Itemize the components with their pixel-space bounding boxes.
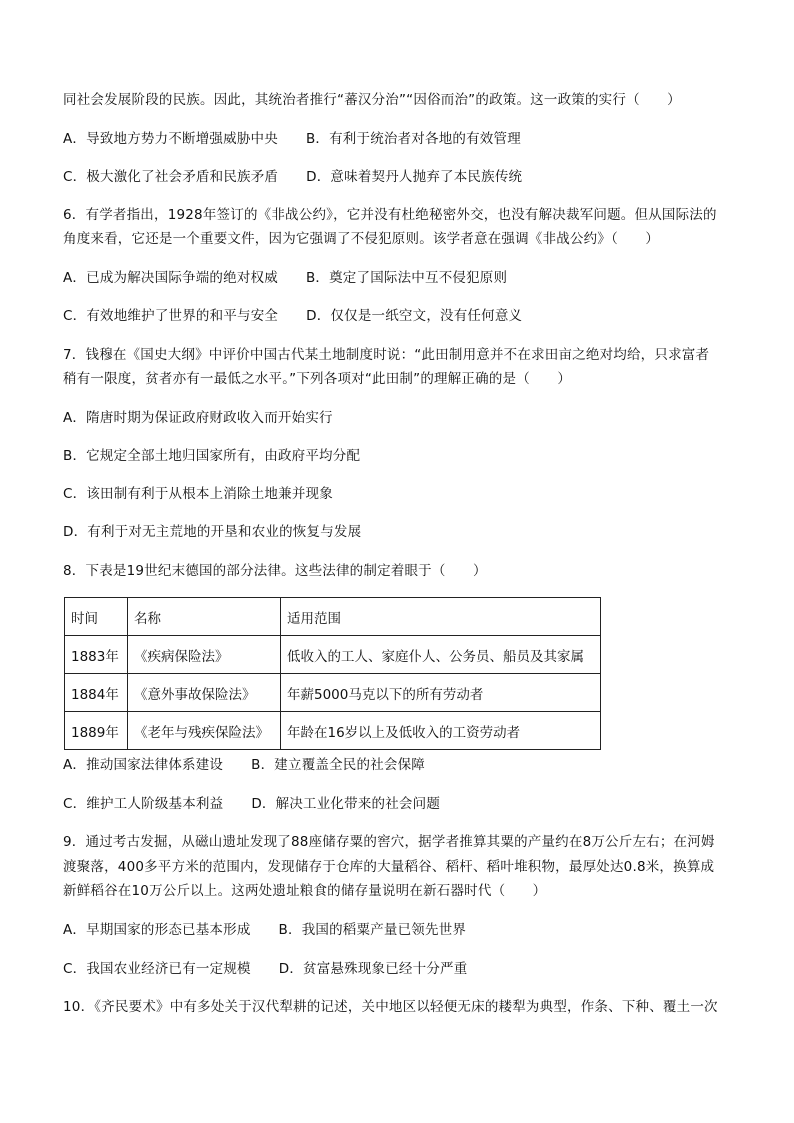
q9-stem-line3: 新鲜稻谷在10万公斤以上。这两处遗址粮食的储存量说明在新石器时代（ ） [63,883,547,899]
q8-option-d[interactable]: D．解决工业化带来的社会问题 [251,796,441,812]
q9-option-b[interactable]: B．我国的稻粟产量已领先世界 [278,922,467,938]
q7-option-a[interactable]: A．隋唐时期为保证政府财政收入而开始实行 [63,410,333,426]
q9-stem-line2: 渡聚落，400多平方米的范围内，发现储存于仓库的大量稻谷、稻杆、稻叶堆积物，最厚处达0.8米，换算成 [63,859,715,875]
table-cell-time: 1889年 [65,712,128,750]
q9-stem-line1: 9．通过考古发掘，从磁山遗址发现了88座储存粟的窖穴，据学者推算其粟的产量约在8万公斤左右；在河姆 [63,834,715,850]
q9-option-c[interactable]: C．我国农业经济已有一定规模 [63,961,251,977]
q8-option-a[interactable]: A．推动国家法律体系建设 [63,757,224,773]
table-cell-time: 1884年 [65,674,128,712]
q6-option-c[interactable]: C．有效地维护了世界的和平与安全 [63,308,279,324]
q5-stem: 同社会发展阶段的民族。因此，其统治者推行“蕃汉分治”“因俗而治”的政策。这一政策的实行（ ） [63,92,681,108]
q9-option-d[interactable]: D．贫富悬殊现象已经十分严重 [278,961,468,977]
table-header-name: 名称 [128,598,281,636]
table-cell-scope: 年薪5000马克以下的所有劳动者 [281,674,601,712]
q9-options-row2 [63,959,467,979]
q7-stem-line2: 稍有一限度，贫者亦有一最低之水平。”下列各项对“此田制”的理解正确的是（ ） [63,371,572,387]
q9-options-row1 [63,920,466,940]
table-row [65,712,601,750]
table-cell-time: 1883年 [65,636,128,674]
q6-option-d[interactable]: D．仅仅是一纸空文，没有任何意义 [306,308,523,324]
q7-option-d[interactable]: D．有利于对无主荒地的开垦和农业的恢复与发展 [63,524,362,540]
q6-stem-line2: 角度来看，它还是一个重要文件，因为它强调了不侵犯原则。该学者意在强调《非战公约》（ ） [63,231,660,247]
q5-option-a[interactable]: A．导致地方势力不断增强威胁中央 [63,131,278,147]
q6-options-row1 [63,268,507,288]
q8-option-b[interactable]: B．建立覆盖全民的社会保障 [251,757,426,773]
table-header-scope: 适用范围 [281,598,601,636]
table-cell-scope: 低收入的工人、家庭仆人、公务员、船员及其家属 [281,636,601,674]
q7-option-b[interactable]: B．它规定全部土地归国家所有，由政府平均分配 [63,448,361,464]
q5-option-d[interactable]: D．意味着契丹人抛弃了本民族传统 [306,169,523,185]
q8-options-row2 [63,794,440,814]
q9-option-a[interactable]: A．早期国家的形态已基本形成 [63,922,251,938]
q5-options-row2 [63,167,522,187]
table-cell-name: 《老年与残疾保险法》 [128,712,281,750]
law-table [64,597,601,750]
table-header-row [65,598,601,636]
table-cell-name: 《疾病保险法》 [128,636,281,674]
table-cell-scope: 年龄在16岁以上及低收入的工资劳动者 [281,712,601,750]
table-cell-name: 《意外事故保险法》 [128,674,281,712]
q8-stem: 8．下表是19世纪末德国的部分法律。这些法律的制定着眼于（ ） [63,563,487,579]
q5-option-c[interactable]: C．极大激化了社会矛盾和民族矛盾 [63,169,279,185]
q7-stem-line1: 7．钱穆在《国史大纲》中评价中国古代某土地制度时说：“此田制用意并不在求田亩之绝对均给，只求富者 [63,347,710,363]
table-row [65,636,601,674]
q10-stem-line1: 10．《齐民要术》中有多处关于汉代犁耕的记述，关中地区以轻便无床的耧犁为典型，作条、下种、覆土一次 [63,999,718,1015]
q6-stem-line1: 6．有学者指出，1928年签订的《非战公约》，它并没有杜绝秘密外交，也没有解决裁军问题。但从国际法的 [63,207,717,223]
q5-options-row1 [63,129,521,149]
q8-options-row1 [63,755,425,775]
q7-option-c[interactable]: C．该田制有利于从根本上消除土地兼并现象 [63,486,333,502]
q6-options-row2 [63,306,522,326]
q6-option-b[interactable]: B．奠定了国际法中互不侵犯原则 [305,270,508,286]
table-header-time: 时间 [65,598,128,636]
q6-option-a[interactable]: A．已成为解决国际争端的绝对权威 [63,270,278,286]
q5-option-b[interactable]: B．有利于统治者对各地的有效管理 [305,131,521,147]
q8-option-c[interactable]: C．维护工人阶级基本利益 [63,796,224,812]
table-row [65,674,601,712]
